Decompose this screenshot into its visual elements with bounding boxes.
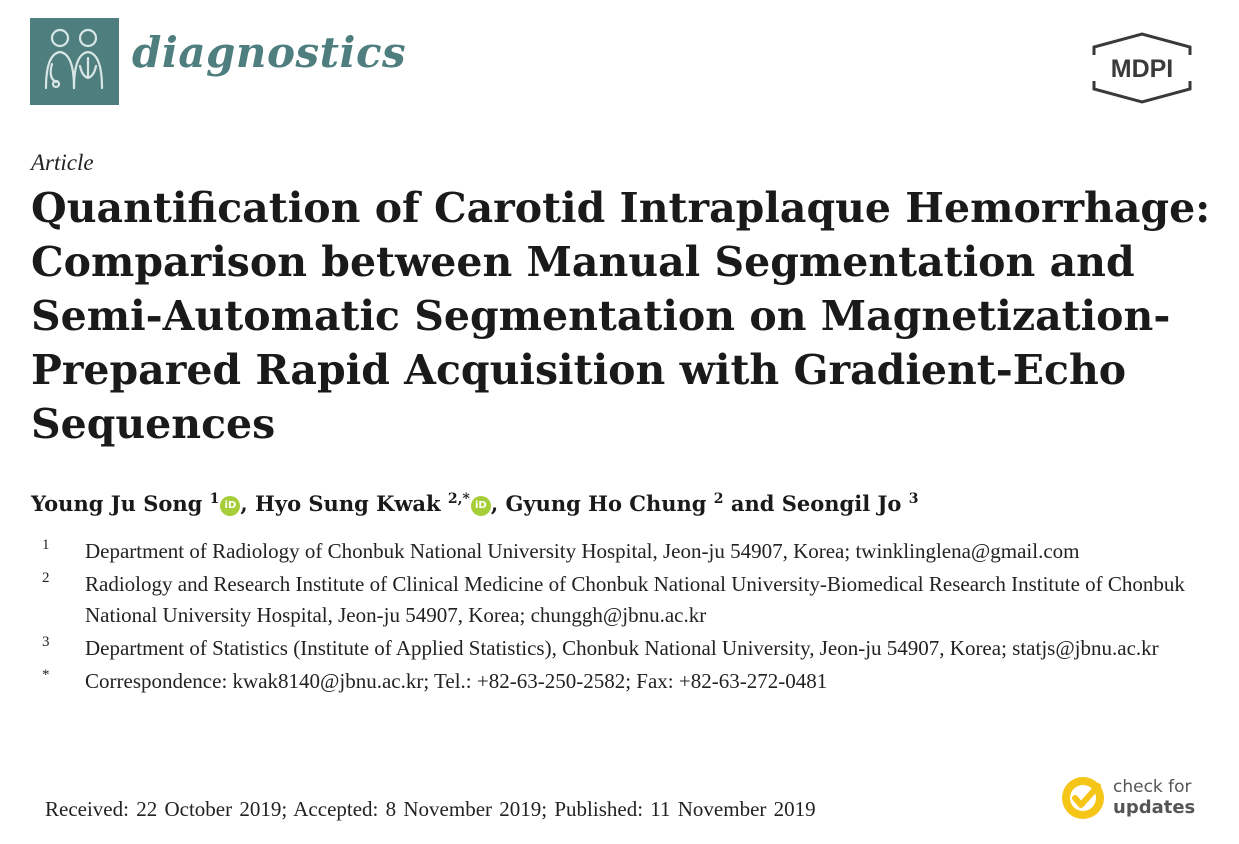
affiliation-item: [42, 536, 1212, 567]
publisher-name: MDPI: [1110, 55, 1174, 83]
affiliation-marker: 3: [42, 634, 50, 650]
affiliation-text: Correspondence: kwak8140@jbnu.ac.kr; Tel.: +82-63-250-2582; Fax: +82-63-272-0481: [85, 669, 828, 693]
orcid-icon[interactable]: iD: [220, 496, 240, 516]
affiliation-item: [42, 569, 1212, 631]
affiliation-marker: *: [42, 667, 50, 683]
journal-logo-icon: [30, 18, 119, 105]
orcid-icon[interactable]: iD: [471, 496, 491, 516]
author-list: [31, 491, 919, 516]
article-title: Quantification of Carotid Intraplaque Hemorrhage: Comparison between Manual Segmentation and Semi-Automatic Segmentation on Magnetization-Prepared Rapid Acquisition with Gradient-Echo Sequences: [31, 184, 1211, 448]
author-separator: ,: [490, 491, 506, 516]
mdpi-logo-icon[interactable]: [1086, 31, 1198, 105]
author-affiliation-marker: 2,*: [447, 491, 470, 507]
author-separator: and: [723, 491, 782, 516]
check-updates-line1: check for: [1113, 777, 1192, 797]
affiliation-text: Department of Statistics (Institute of Applied Statistics), Chonbuk National University, Jeon-ju 54907, Korea; statjs@jbnu.ac.kr: [85, 636, 1159, 660]
author-name[interactable]: Young Ju Song: [31, 491, 203, 516]
author-name[interactable]: Seongil Jo: [781, 491, 902, 516]
author-affiliation-marker: 3: [908, 491, 919, 507]
author-affiliation-marker: 1: [209, 491, 220, 507]
author-name[interactable]: Hyo Sung Kwak: [255, 491, 441, 516]
journal-name: diagnostics: [132, 28, 407, 77]
affiliation-item: [42, 633, 1212, 664]
affiliation-text: Radiology and Research Institute of Clinical Medicine of Chonbuk National University-Biomedical Research Institute of Chonbuk National University Hospital, Jeon-ju 54907, Korea; chunggh@jbnu.ac.kr: [85, 572, 1185, 627]
affiliation-marker: 2: [42, 570, 50, 586]
affiliation-marker: 1: [42, 537, 50, 553]
publication-dates: Received: 22 October 2019; Accepted: 8 November 2019; Published: 11 November 2019: [45, 797, 816, 821]
author-name[interactable]: Gyung Ho Chung: [505, 491, 707, 516]
article-type: Article: [31, 150, 94, 175]
affiliation-item: [42, 666, 1212, 697]
author-affiliation-marker: 2: [713, 491, 724, 507]
affiliation-list: [42, 536, 1212, 699]
check-updates-line2: updates: [1113, 797, 1196, 818]
checkmark-badge-icon: [1060, 775, 1106, 821]
author-separator: ,: [240, 491, 256, 516]
affiliation-text: Department of Radiology of Chonbuk National University Hospital, Jeon-ju 54907, Korea; twinklinglena@gmail.com: [85, 539, 1080, 563]
check-for-updates-button[interactable]: [1060, 775, 1210, 825]
